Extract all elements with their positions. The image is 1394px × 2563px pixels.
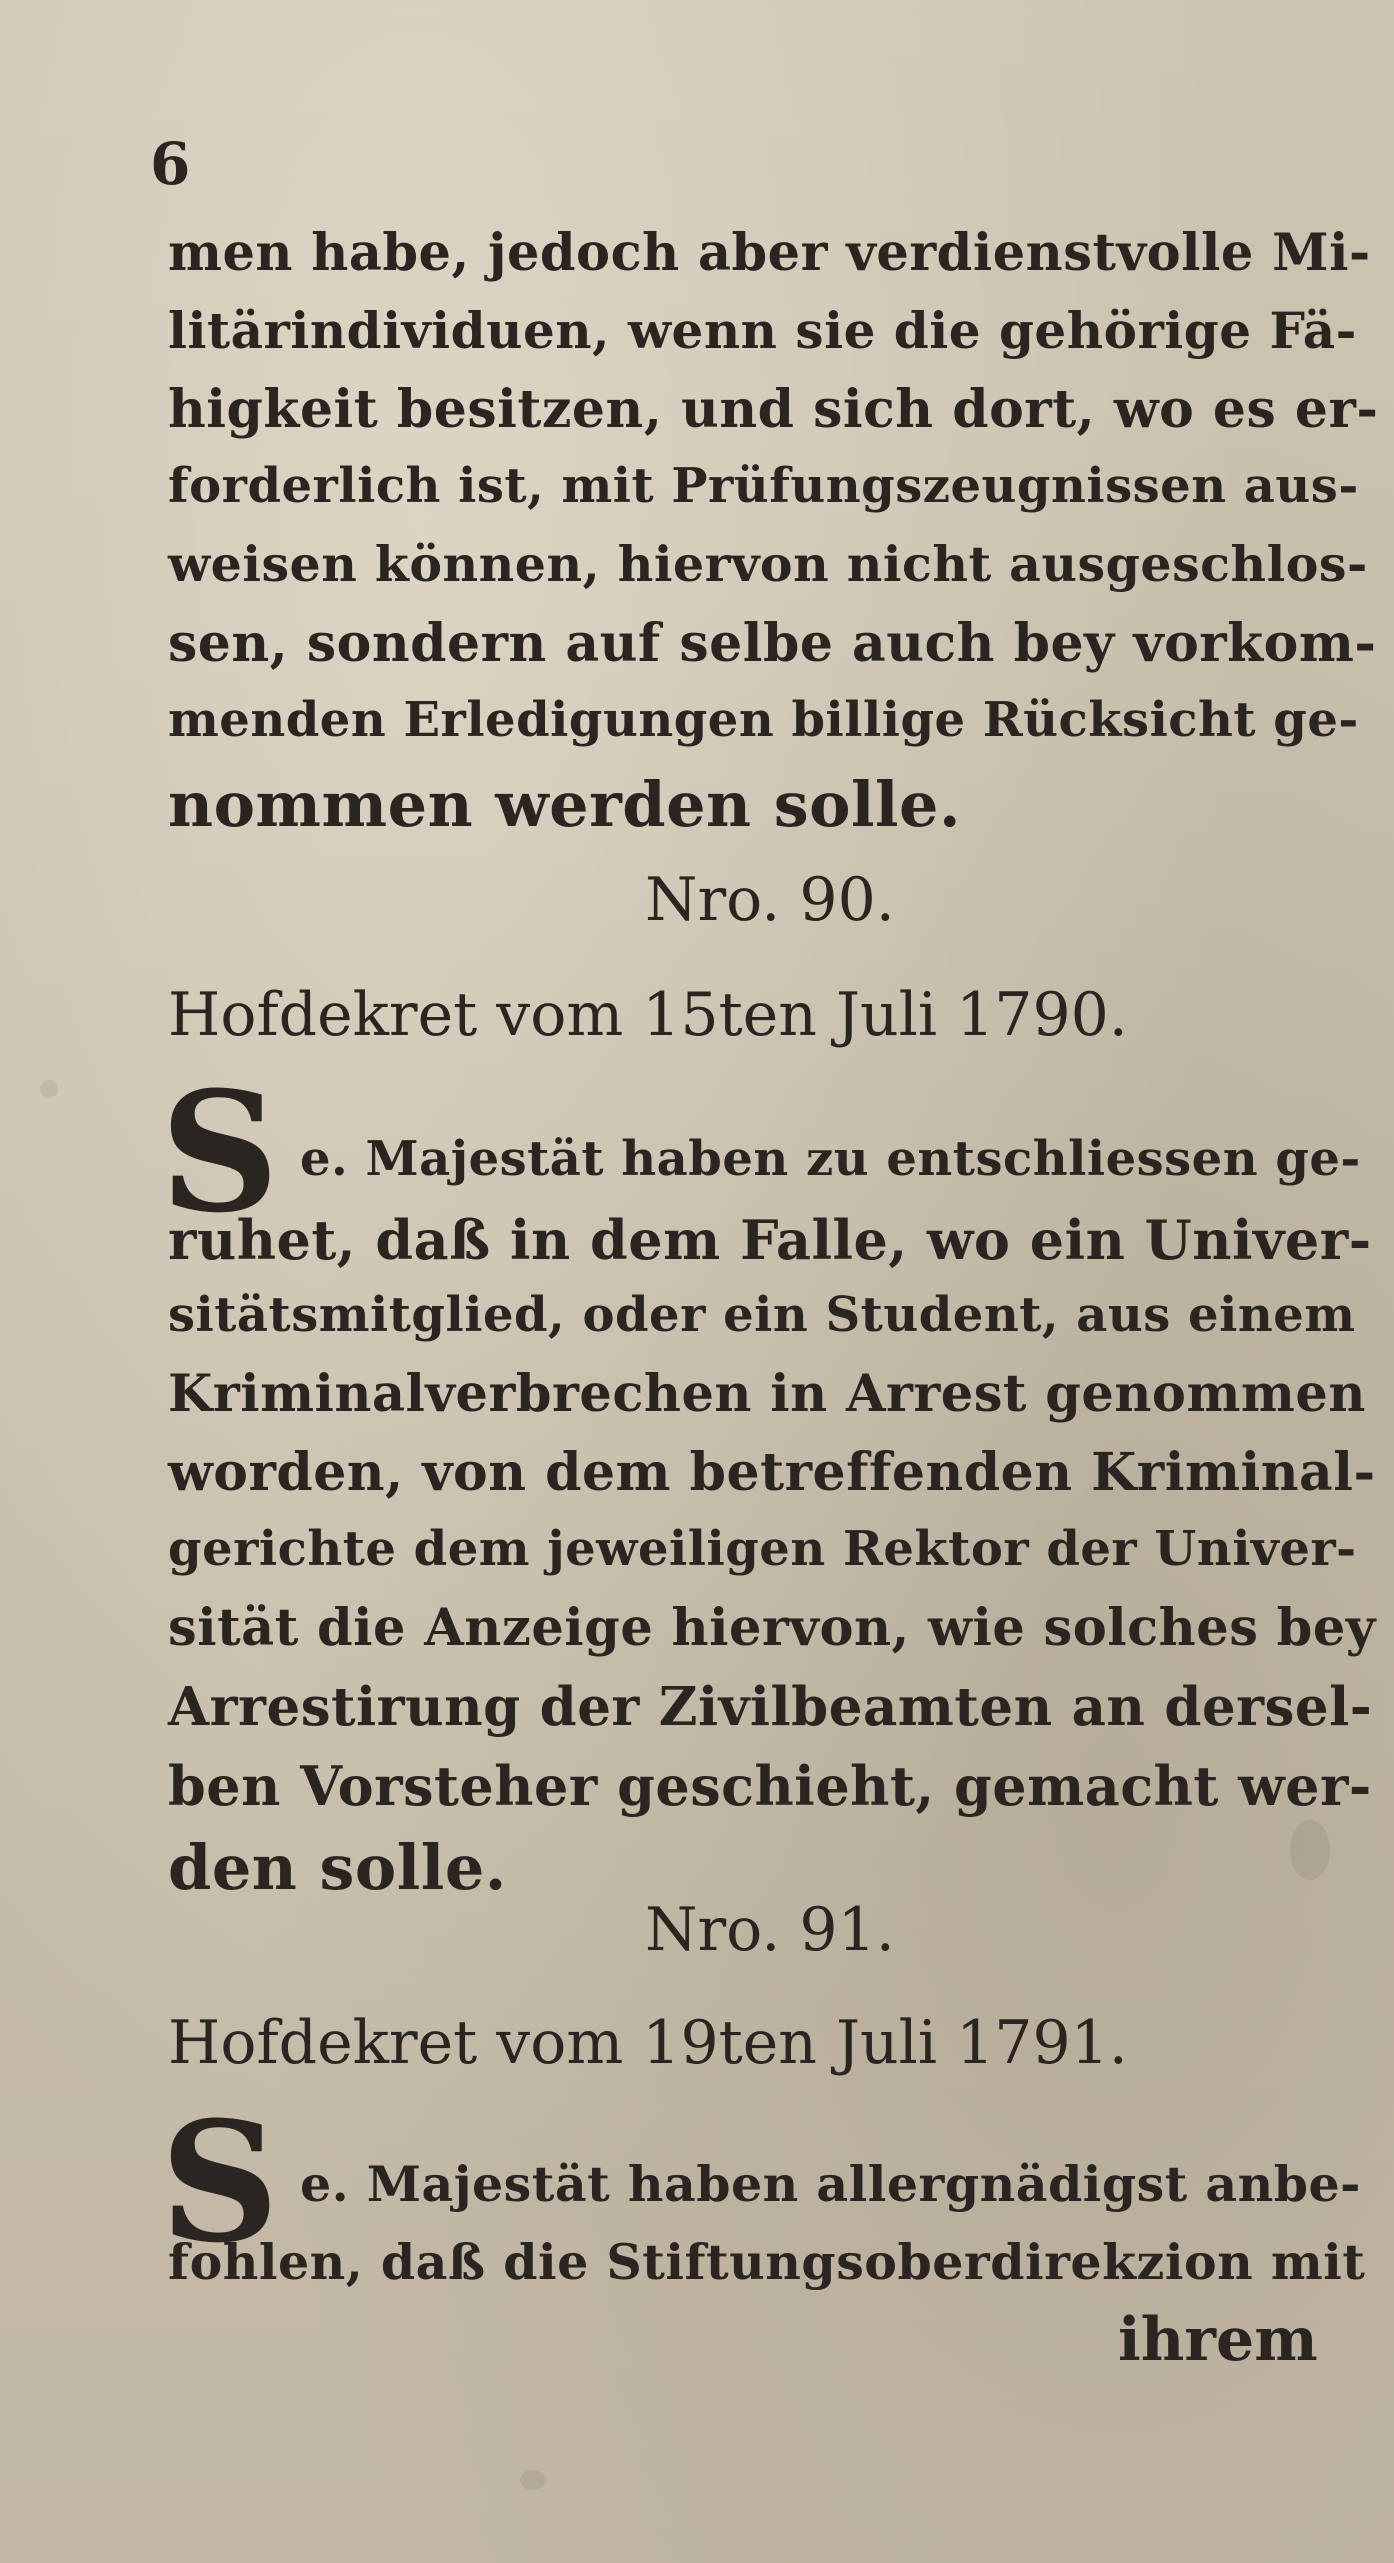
text-line: nommen werden solle.: [168, 768, 962, 841]
text-line: den solle.: [168, 1831, 507, 1904]
text-line: worden, von dem betreffenden Kriminal-: [168, 1442, 1376, 1503]
text-line: Kriminalverbrechen in Arrest genommen: [168, 1364, 1366, 1424]
text-line: sitätsmitglied, oder ein Student, aus einem: [168, 1287, 1356, 1343]
text-line: sen, sondern auf selbe auch bey vorkom-: [168, 613, 1377, 674]
paper-stain: [40, 1080, 58, 1098]
decree-title: Hofdekret vom 19ten Juli 1791.: [168, 2008, 1128, 2078]
text-line: fohlen, daß die Stiftungsoberdirekzion mit: [168, 2233, 1366, 2291]
text-line: Arrestirung der Zivilbeamten an dersel-: [168, 1676, 1373, 1738]
text-line: ben Vorsteher geschieht, gemacht wer-: [168, 1754, 1372, 1818]
text-line: sität die Anzeige hiervon, wie solches bey: [168, 1598, 1376, 1658]
text-line: forderlich ist, mit Prüfungszeugnissen aus-: [168, 458, 1359, 514]
paper-stain: [1290, 1820, 1330, 1880]
text-line: menden Erledigungen billige Rücksicht ge-: [168, 692, 1359, 748]
text-line: e. Majestät haben allergnädigst anbe-: [300, 2155, 1362, 2213]
text-line: gerichte dem jeweiligen Rektor der Univer-: [168, 1521, 1357, 1577]
text-line: litärindividuen, wenn sie die gehörige Fä-: [168, 301, 1357, 360]
page-number: 6: [150, 130, 191, 198]
section-number: Nro. 90.: [645, 865, 895, 935]
text-line: men habe, jedoch aber verdienstvolle Mi-: [168, 223, 1371, 283]
decree-title: Hofdekret vom 15ten Juli 1790.: [168, 980, 1128, 1050]
drop-capital: S: [160, 2085, 280, 2279]
paper-stain: [520, 2470, 546, 2490]
text-line: e. Majestät haben zu entschliessen ge-: [300, 1131, 1361, 1187]
section-number: Nro. 91.: [645, 1895, 895, 1965]
drop-capital: S: [160, 1055, 280, 1249]
text-line: ruhet, daß in dem Falle, wo ein Univer-: [168, 1208, 1372, 1272]
text-line: higkeit besitzen, und sich dort, wo es er-: [168, 379, 1379, 440]
text-line: weisen können, hiervon nicht ausgeschlos-: [168, 535, 1368, 593]
catchword: ihrem: [1118, 2305, 1318, 2375]
